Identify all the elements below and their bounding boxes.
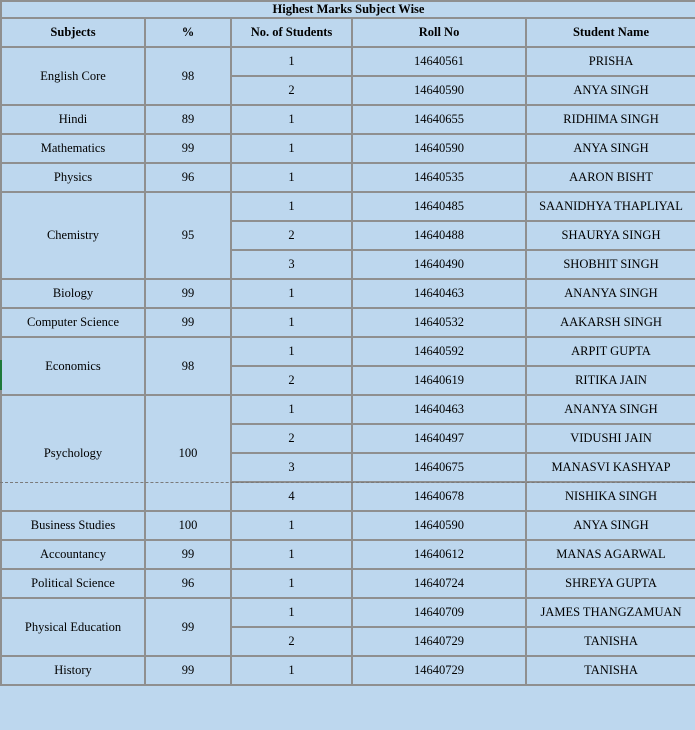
student-count-cell[interactable]: 2 <box>231 76 352 105</box>
student-name-cell[interactable]: RIDHIMA SINGH <box>526 105 695 134</box>
subject-cell[interactable]: History <box>1 656 145 685</box>
student-count-cell[interactable]: 1 <box>231 192 352 221</box>
roll-no-cell[interactable]: 14640590 <box>352 511 526 540</box>
percent-cell[interactable]: 98 <box>145 337 231 395</box>
student-name-cell[interactable]: ANANYA SINGH <box>526 395 695 424</box>
student-count-cell[interactable]: 3 <box>231 250 352 279</box>
roll-no-cell[interactable]: 14640655 <box>352 105 526 134</box>
student-name-cell[interactable]: SAANIDHYA THAPLIYAL <box>526 192 695 221</box>
roll-no-cell[interactable]: 14640561 <box>352 47 526 76</box>
student-name-cell[interactable]: VIDUSHI JAIN <box>526 424 695 453</box>
student-name-cell[interactable]: TANISHA <box>526 627 695 656</box>
roll-no-cell[interactable]: 14640463 <box>352 395 526 424</box>
percent-cell[interactable]: 99 <box>145 308 231 337</box>
student-count-cell[interactable]: 1 <box>231 279 352 308</box>
student-count-cell[interactable]: 4 <box>231 482 352 511</box>
percent-cell[interactable]: 98 <box>145 47 231 105</box>
subject-cell[interactable]: Economics <box>1 337 145 395</box>
subject-cell[interactable]: Mathematics <box>1 134 145 163</box>
table-row <box>1 47 695 76</box>
roll-no-cell[interactable]: 14640619 <box>352 366 526 395</box>
roll-no-cell[interactable]: 14640729 <box>352 656 526 685</box>
percent-cell[interactable]: 99 <box>145 656 231 685</box>
student-count-cell[interactable]: 1 <box>231 395 352 424</box>
student-name-cell[interactable]: SHOBHIT SINGH <box>526 250 695 279</box>
student-count-cell[interactable]: 2 <box>231 627 352 656</box>
student-name-cell[interactable]: AAKARSH SINGH <box>526 308 695 337</box>
student-count-cell[interactable]: 1 <box>231 598 352 627</box>
subject-cell[interactable]: Business Studies <box>1 511 145 540</box>
student-name-cell[interactable]: SHAURYA SINGH <box>526 221 695 250</box>
subject-cell[interactable]: Biology <box>1 279 145 308</box>
subject-cell[interactable]: Computer Science <box>1 308 145 337</box>
subject-cell[interactable]: English Core <box>1 47 145 105</box>
roll-no-cell[interactable]: 14640590 <box>352 134 526 163</box>
percent-cell[interactable]: 100 <box>145 511 231 540</box>
student-count-cell[interactable]: 1 <box>231 163 352 192</box>
student-count-cell[interactable]: 2 <box>231 221 352 250</box>
subject-cell[interactable]: Hindi <box>1 105 145 134</box>
student-count-cell[interactable]: 1 <box>231 308 352 337</box>
roll-no-cell[interactable]: 14640724 <box>352 569 526 598</box>
header-roll[interactable]: Roll No <box>352 18 526 47</box>
roll-no-cell[interactable]: 14640590 <box>352 76 526 105</box>
table-row <box>1 105 695 134</box>
percent-cell[interactable]: 99 <box>145 598 231 656</box>
header-row <box>1 18 695 47</box>
roll-no-cell[interactable]: 14640675 <box>352 453 526 482</box>
roll-no-cell[interactable]: 14640485 <box>352 192 526 221</box>
student-name-cell[interactable]: AARON BISHT <box>526 163 695 192</box>
subject-cell[interactable]: Physical Education <box>1 598 145 656</box>
roll-no-cell[interactable]: 14640463 <box>352 279 526 308</box>
student-name-cell[interactable]: SHREYA GUPTA <box>526 569 695 598</box>
roll-no-cell[interactable]: 14640490 <box>352 250 526 279</box>
student-count-cell[interactable]: 1 <box>231 540 352 569</box>
table-row <box>1 192 695 221</box>
roll-no-cell[interactable]: 14640612 <box>352 540 526 569</box>
table-row <box>1 279 695 308</box>
subject-cell[interactable]: Political Science <box>1 569 145 598</box>
student-count-cell[interactable]: 1 <box>231 105 352 134</box>
student-name-cell[interactable]: ANYA SINGH <box>526 134 695 163</box>
percent-cell[interactable]: 99 <box>145 279 231 308</box>
student-count-cell[interactable]: 3 <box>231 453 352 482</box>
table-row <box>1 598 695 627</box>
header-students[interactable]: No. of Students <box>231 18 352 47</box>
header-name[interactable]: Student Name <box>526 18 695 47</box>
title-row <box>1 1 695 18</box>
table-row <box>1 337 695 366</box>
roll-no-cell[interactable]: 14640535 <box>352 163 526 192</box>
roll-no-cell[interactable]: 14640709 <box>352 598 526 627</box>
student-name-cell[interactable]: JAMES THANGZAMUAN <box>526 598 695 627</box>
roll-no-cell[interactable]: 14640678 <box>352 482 526 511</box>
table-row <box>1 308 695 337</box>
student-count-cell[interactable]: 1 <box>231 134 352 163</box>
student-name-cell[interactable]: MANASVI KASHYAP <box>526 453 695 482</box>
table-row <box>1 395 695 424</box>
student-name-cell[interactable]: ARPIT GUPTA <box>526 337 695 366</box>
percent-cell[interactable]: 99 <box>145 540 231 569</box>
table-row <box>1 656 695 685</box>
student-name-cell[interactable]: ANYA SINGH <box>526 76 695 105</box>
roll-no-cell[interactable]: 14640592 <box>352 337 526 366</box>
student-count-cell[interactable]: 1 <box>231 656 352 685</box>
student-count-cell[interactable]: 2 <box>231 366 352 395</box>
percent-cell[interactable]: 95 <box>145 192 231 279</box>
roll-no-cell[interactable]: 14640488 <box>352 221 526 250</box>
table-row <box>1 511 695 540</box>
percent-cell[interactable]: 89 <box>145 105 231 134</box>
header-subjects[interactable]: Subjects <box>1 18 145 47</box>
table-title[interactable]: Highest Marks Subject Wise <box>1 1 695 18</box>
student-count-cell[interactable]: 1 <box>231 569 352 598</box>
subject-cell[interactable]: Chemistry <box>1 192 145 279</box>
subject-cell[interactable]: Psychology <box>1 395 145 511</box>
subject-cell[interactable]: Accountancy <box>1 540 145 569</box>
student-name-cell[interactable]: TANISHA <box>526 656 695 685</box>
table-row <box>1 134 695 163</box>
table-row <box>1 163 695 192</box>
header-percent[interactable]: % <box>145 18 231 47</box>
subject-cell[interactable]: Physics <box>1 163 145 192</box>
percent-cell[interactable]: 96 <box>145 163 231 192</box>
percent-cell[interactable]: 99 <box>145 134 231 163</box>
roll-no-cell[interactable]: 14640497 <box>352 424 526 453</box>
table-row <box>1 569 695 598</box>
roll-no-cell[interactable]: 14640729 <box>352 627 526 656</box>
student-name-cell[interactable]: ANANYA SINGH <box>526 279 695 308</box>
student-name-cell[interactable]: ANYA SINGH <box>526 511 695 540</box>
student-count-cell[interactable]: 1 <box>231 337 352 366</box>
student-count-cell[interactable]: 1 <box>231 511 352 540</box>
student-count-cell[interactable]: 2 <box>231 424 352 453</box>
student-count-cell[interactable]: 1 <box>231 47 352 76</box>
student-name-cell[interactable]: PRISHA <box>526 47 695 76</box>
student-name-cell[interactable]: NISHIKA SINGH <box>526 482 695 511</box>
student-name-cell[interactable]: RITIKA JAIN <box>526 366 695 395</box>
student-name-cell[interactable]: MANAS AGARWAL <box>526 540 695 569</box>
roll-no-cell[interactable]: 14640532 <box>352 308 526 337</box>
percent-cell[interactable]: 96 <box>145 569 231 598</box>
table-row <box>1 540 695 569</box>
percent-cell[interactable]: 100 <box>145 395 231 511</box>
